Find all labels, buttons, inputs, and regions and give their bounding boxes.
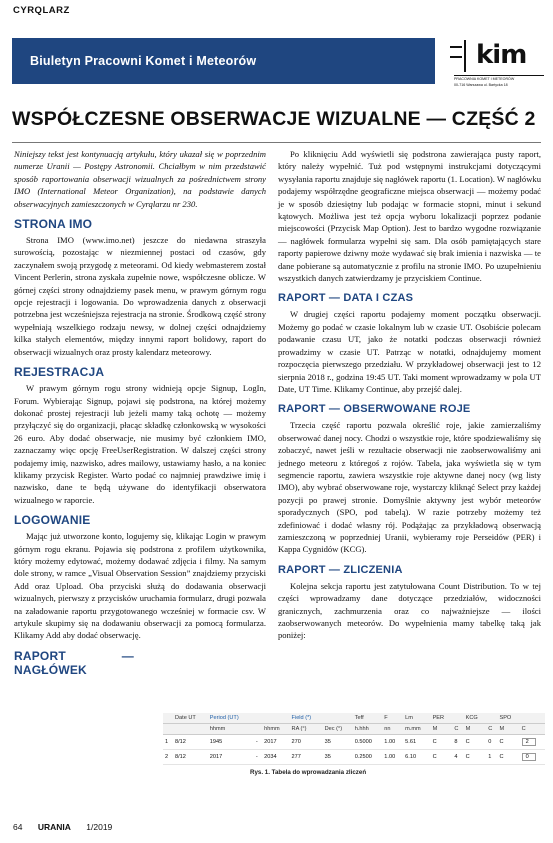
table-header-cell xyxy=(486,713,497,724)
table-cell: C xyxy=(431,750,453,765)
table-header-cell xyxy=(163,713,173,724)
table-subheader-cell xyxy=(163,724,173,735)
paragraph-zliczenia: Kolejna sekcja raportu jest zatytułowana Count Distribution. To w tej części wprowadzamy dane dotyczące przedziałów, widoczności granicznych, zachmurzenia oraz co najważniejsze — ilości zaobserwowanych meteorów. Do wypełnienia mamy tabelkę taką jak poniżej: xyxy=(278,580,541,641)
table-cell: C xyxy=(464,750,487,765)
table-header-cell xyxy=(262,713,289,724)
paragraph-roje: Trzecia część raportu pozwala określić roje, jakie zamierzaliśmy obserwować danej nocy. Chodzi o wszystkie roje, które spodziewaliśmy się zobaczyć, nawet jeśli w rezultacie obserwacji nie zaobserwowaliśmy ani jednego meteoru z któregoś z rojów. Tabela, jaka wyświetla się w tym segmencie raportu, zawiera wszystkie roje aktywne danej nocy (wg listy IMO), aby wybrać obserwowane roje, wystarczy kliknąć Select przy każdej pozycji po prawej stronie. Domyślnie aktywny jest wybór meteorów sporadycznych (SPO, pod tabelą). W razie potrzeby możemy też zdefiniować i dodać własny rój. Podążając za przykładową obserwacją zamieszczoną w poprzedniej Uranii, wybieramy roje Perseidów (PER) i Kappa Cygnidów (KCG). xyxy=(278,420,541,555)
table-header-cell: Lm xyxy=(403,713,430,724)
count-table-figure xyxy=(163,713,545,765)
table-cell[interactable]: 2 xyxy=(520,735,545,750)
table-cell[interactable]: 0 xyxy=(486,735,497,750)
logo-line2: 00-716 Warszawa ul. Bartycka 18 xyxy=(454,83,508,87)
table-subheader-cell: hhmm xyxy=(208,724,254,735)
logo-line1: PRACOWNIA KOMET I METEORÓW xyxy=(454,77,515,81)
table-subheader-cell: M xyxy=(497,724,519,735)
heading-strona-imo: STRONA IMO xyxy=(14,217,93,232)
table-header-row xyxy=(163,713,545,724)
table-header-cell: F xyxy=(382,713,403,724)
page-footer xyxy=(13,822,125,832)
table-cell[interactable]: 35 xyxy=(323,735,353,750)
table-subheader-cell: hhmm xyxy=(262,724,289,735)
issue-number: 1/2019 xyxy=(86,822,113,832)
table-subheader-cell xyxy=(173,724,208,735)
bulletin-banner: Biuletyn Pracowni Komet i Meteorów xyxy=(12,38,435,84)
table-subheader-cell: C xyxy=(486,724,497,735)
table-cell[interactable]: 1.00 xyxy=(382,750,403,765)
table-cell: 2 xyxy=(163,750,173,765)
table-subheader-cell: h.hhh xyxy=(353,724,383,735)
table-header-cell xyxy=(452,713,463,724)
paragraph-naglowek: Po kliknięciu Add wyświetli się podstrona zawierająca pusty raport, który należy wypełnić. Tuż pod wstępnymi instrukcjami dotyczącymi wysyłania raportu znajduje się nagłówek raportu (1. Location). W nagłówku podajemy współrzędne geograficzne miejsca obserwacji — możemy podać je w sposób dziesiętny lub podając w formacie stopni, minut i sekund kątowych. Możliwa jest też opcja wyboru lokalizacji poprzez podanie miejscowości (Przycisk Map Option). Jest to bardzo wygodne rozwiązanie — nagłówek formularza wypełni się sam. Dla osób pamiętających stare raporty papierowe dziwny może wydawać się brak imienia i nazwiska — te dane pobierane są automatycznie z profilu na stronie IMO. Po uzupełnieniu wszystkich danych zatwierdzamy je przyciskiem Continue. xyxy=(278,149,541,284)
table-row xyxy=(163,750,545,765)
table-header-cell: Field (*) xyxy=(290,713,323,724)
table-cell: 1 xyxy=(163,735,173,750)
left-column xyxy=(14,148,266,680)
table-header-cell: Teff xyxy=(353,713,383,724)
table-cell: - xyxy=(254,750,262,765)
table-header-cell: KCG xyxy=(464,713,487,724)
table-subheader-cell: m.mm xyxy=(403,724,430,735)
table-cell[interactable]: 35 xyxy=(323,750,353,765)
journal-name: URANIA xyxy=(37,822,71,832)
paragraph-logowanie: Mając już utworzone konto, logujemy się, klikając Login w prawym górnym rogu ekranu. Pojawia się podstrona z profilem użytkownika, który możemy edytować, możemy dodawać zdjęcia i filmy. Na samym dole strony, w ramce „Visual Observation Session” znajdziemy przyciski Add oraz Upload. Oba przyciski służą do dodawania obserwacji wizualnych, pierwszy z przycisków uruchamia formularz, drugi pozwala na załadowanie raportu przygotowanego wcześniej w formacie csv. W artykule skupimy się na dodawaniu obserwacji za pomocą formularza. Klikamy Add aby dodać obserwację. xyxy=(14,531,266,641)
heading-logowanie: LOGOWANIE xyxy=(14,513,91,528)
table-cell: - xyxy=(254,735,262,750)
table-subheader-cell: C xyxy=(520,724,545,735)
table-header-cell xyxy=(520,713,545,724)
table-cell[interactable]: 2017 xyxy=(262,735,289,750)
article-title: WSPÓŁCZESNE OBSERWACJE WIZUALNE — CZĘŚĆ 2 xyxy=(12,108,536,130)
table-cell[interactable]: 8/12 xyxy=(173,735,208,750)
table-cell[interactable]: 0 xyxy=(520,750,545,765)
table-cell[interactable]: 8 xyxy=(452,735,463,750)
table-subheader-cell: Dec (°) xyxy=(323,724,353,735)
lead-paragraph: Niniejszy tekst jest kontynuacją artykułu, który ukazał się w poprzednim numerze Uranii — Postępy Astronomii. Chciałbym w nim przedstawić sposób raportowania obserwacji wizualnych za pośrednictwem strony IMO (International Meteor Organization), na podstawie danych obserwacyjnych zamieszczonych w Cyrqlarzu nr 230. xyxy=(14,149,266,209)
title-divider xyxy=(12,142,541,143)
table-cell[interactable]: 2017 xyxy=(208,750,254,765)
table-cell[interactable]: 0.5000 xyxy=(353,735,383,750)
table-cell[interactable]: 6.10 xyxy=(403,750,430,765)
paragraph-data-czas: W drugiej części raportu podajemy moment początku obserwacji. Możemy go podać w czasie lokalnym lub w czasie UT. Osobiście polecam podawanie czasu UT, jako że notatki podczas obserwacji również prowadzimy w czasie UT. Patrząc w notatki, odnajdujemy moment rozpoczęcia pierwszego przedziału. W przykładowej obserwacji jest to 12 sierpnia 2018 r., godzina 19:45 UT. Taki moment wprowadzamy w pola UT Date, UT Time. Klikamy Continue, aby przejść dalej. xyxy=(278,309,541,394)
table-cell[interactable]: 4 xyxy=(452,750,463,765)
table-header-cell: Period (UT) xyxy=(208,713,254,724)
table-cell[interactable]: 0.2500 xyxy=(353,750,383,765)
table-cell[interactable]: 1 xyxy=(486,750,497,765)
table-subheader-cell: RA (°) xyxy=(290,724,323,735)
table-cell[interactable]: 277 xyxy=(290,750,323,765)
table-subheader-cell xyxy=(254,724,262,735)
heading-data-czas: RAPORT — DATA I CZAS xyxy=(278,292,414,305)
table-row xyxy=(163,735,545,750)
table-cell[interactable]: 8/12 xyxy=(173,750,208,765)
table-cell[interactable]: 1.00 xyxy=(382,735,403,750)
table-subheader-row xyxy=(163,724,545,735)
logo-text: kim xyxy=(476,40,527,70)
table-cell: C xyxy=(464,735,487,750)
table-subheader-cell: M xyxy=(431,724,453,735)
heading-roje: RAPORT — OBSERWOWANE ROJE xyxy=(278,403,471,416)
section-label: CYRQLARZ xyxy=(13,5,70,16)
table-cell[interactable]: 270 xyxy=(290,735,323,750)
table-subheader-cell: M xyxy=(464,724,487,735)
table-cell[interactable]: 1945 xyxy=(208,735,254,750)
heading-naglowek: RAPORT — NAGŁÓWEK xyxy=(14,648,134,677)
figure-caption: Rys. 1. Tabela do wprowadzania zliczeń xyxy=(250,769,367,776)
table-cell: C xyxy=(431,735,453,750)
count-distribution-table xyxy=(163,713,545,765)
table-cell[interactable]: 2034 xyxy=(262,750,289,765)
page-number: 64 xyxy=(13,822,23,832)
table-header-cell: SPO xyxy=(497,713,519,724)
pkim-logo xyxy=(446,36,546,90)
table-cell[interactable]: 5.61 xyxy=(403,735,430,750)
heading-rejestracja: REJESTRACJA xyxy=(14,365,105,380)
heading-zliczenia: RAPORT — ZLICZENIA xyxy=(278,563,403,576)
table-header-cell: Date UT xyxy=(173,713,208,724)
table-cell: C xyxy=(497,735,519,750)
table-header-cell: PER xyxy=(431,713,453,724)
paragraph-rejestracja: W prawym górnym rogu strony widnieją opcje Signup, LogIn, Forum. Wybierając Signup, pojawi się podstrona, na której możemy dokonać prostej rejestracji lub jeżeli mamy taką ochotę — możemy przyłączyć się do organizacji, płacąc składkę członkowską w wysokości 26 euro. Aby dodać obserwacje, nie musimy być członkiem IMO, zaznaczamy więc opcję FreeUserRegistration. W dalszej części strony podajemy imię, nazwisko, adres mailowy, ustawiamy hasło, a na koniec klikamy przycisk Register. Warto podać co najmniej prawdziwe imię i nazwisko, dane te będą używane do identyfikacji obserwatora wizualnego w raporcie. xyxy=(14,383,266,505)
table-header-cell xyxy=(323,713,353,724)
paragraph-strona-imo: Strona IMO (www.imo.net) jeszcze do niedawna straszyła surowością, pozostając w niezmiennej postaci od czasów, gdy zaczynałem swoją przygodę z meteorami. Od kiedy webmasterem został Vincent Perlerin, strona zyskała zupełnie nowe, współczesne oblicze. W górnej części strony odnajdziemy pasek menu, w prawym górnym rogu opcje rejestracji i logowania. Do wprowadzenia danych z obserwacji potrzebna jest wcześniejsza rejestracja na stronie. Środkową część strony wypełniają wszelkiego rodzaju newsy, w dolnej części odnajdziemy kilka stałych elementów, między innymi raport bolidowy, raport do obserwacji wizualnych oraz prosty kalendarz meteorowy. xyxy=(14,235,266,357)
right-column xyxy=(278,148,541,642)
table-cell: C xyxy=(497,750,519,765)
table-subheader-cell: nn xyxy=(382,724,403,735)
table-header-cell xyxy=(254,713,262,724)
table-subheader-cell: C xyxy=(452,724,463,735)
